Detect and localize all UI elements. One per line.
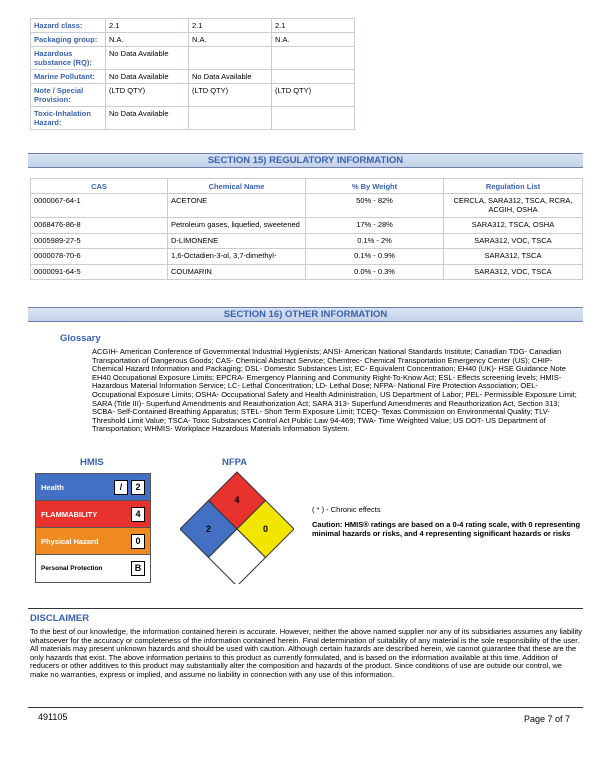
cell-value: N.A. [189,33,272,47]
row-label: Note / Special Provision: [31,84,106,107]
nfpa-health-value: 2 [205,524,212,534]
column-header-regulation: Regulation List [444,179,583,194]
weight-cell: 17% - 28% [306,218,444,234]
hmis-title: HMIS [80,457,104,468]
hmis-health-value: 2 [131,480,145,495]
cell-value [189,47,272,70]
nfpa-diamond [180,470,294,584]
table-row [31,264,583,280]
regulatory-table [30,178,583,280]
cell-value: N.A. [272,33,355,47]
weight-cell: 0.1% - 2% [306,233,444,249]
table-row [31,194,583,218]
chemical-name-cell: ACETONE [168,194,306,218]
table-row [31,233,583,249]
hmis-physical-label: Physical Hazard [41,536,99,546]
table-row [31,84,355,107]
row-label: Hazard class: [31,19,106,33]
divider [28,707,583,708]
hmis-health-label: Health [41,482,64,492]
section-15-header: SECTION 15) REGULATORY INFORMATION [28,153,583,168]
column-header-weight: % By Weight [306,179,444,194]
table-row [31,107,355,130]
chronic-note: ( * ) - Chronic effects [312,505,381,514]
hmis-label [35,473,151,583]
column-header-cas: CAS [31,179,168,194]
nfpa-title: NFPA [222,457,248,468]
hmis-health-row [36,474,150,501]
hmis-flammability-row [36,501,150,528]
weight-cell: 50% - 82% [306,194,444,218]
hmis-flammability-value: 4 [131,507,145,522]
table-row [31,249,583,265]
weight-cell: 0.0% - 0.3% [306,264,444,280]
cas-cell: 0068476-86-8 [31,218,168,234]
cell-value [272,70,355,84]
regulation-cell: SARA312, TSCA [444,249,583,265]
cell-value: No Data Available [106,70,189,84]
page-number: Page 7 of 7 [523,714,570,724]
table-row [31,218,583,234]
disclaimer-text: To the best of our knowledge, the information contained herein is accurate. However, neither the above named supplier nor any of its subsidiaries assumes any liability whatsoever for the accuracy or completeness of the information contained herein. Final determination of suitability of any material is the sole responsibility of the user. All materials may present unknown hazards and should be used with caution. Although certain hazards are described herein, we cannot guarantee that these are the only hazards that exist. The above information pertains to this product as currently formulated, and is based on the information available at this time. Addition of reducers or other additives to this product may substantially alter the composition and hazards of the product. Since conditions of use are outside our control, we make no warranties, express or implied, and assume no liability in connection with any use of this information. [30,627,582,679]
cell-value [189,107,272,130]
cas-cell: 0000067-64-1 [31,194,168,218]
regulation-cell: SARA312, TSCA, OSHA [444,218,583,234]
hmis-physical-value: 0 [131,534,145,549]
transport-table [30,18,355,130]
table-row [31,47,355,70]
glossary-title: Glossary [60,333,101,344]
cell-value: 2.1 [189,19,272,33]
cell-value: 2.1 [106,19,189,33]
regulation-cell: CERCLA, SARA312, TSCA, RCRA, ACGIH, OSHA [444,194,583,218]
column-header-chemical-name: Chemical Name [168,179,306,194]
table-row [31,33,355,47]
row-label: Toxic-Inhalation Hazard: [31,107,106,130]
weight-cell: 0.1% - 0.9% [306,249,444,265]
caution-note: Caution: HMIS® ratings are based on a 0-4 rating scale, with 0 representing minimal hazards or risks, and 4 representing significant hazards or risks [312,520,581,538]
chemical-name-cell: 1,6-Octadien-3-ol, 3,7-dimethyl- [168,249,306,265]
nfpa-instability-value: 0 [262,524,269,534]
nfpa-flammability-value: 4 [234,495,240,505]
hmis-protection-row [36,555,150,582]
regulation-cell: SARA312, VOC, TSCA [444,264,583,280]
divider [28,608,583,609]
hmis-protection-label: Personal Protection [41,565,103,572]
cell-value: No Data Available [106,107,189,130]
chemical-name-cell: D-LIMONENE [168,233,306,249]
cell-value: No Data Available [106,47,189,70]
row-label: Marine Pollutant: [31,70,106,84]
cell-value: (LTD QTY) [189,84,272,107]
glossary-text: ACGIH- American Conference of Governmental Industrial Hygienists; ANSI- American National Standards Institute; Canadian TDG- Canadian Transportation of Dangerous Goods; CAS- Chemical Abstract Service; Chemtrec- Chemical Transportation Emergency Center (US); CHIP- Chemical Hazard Information and Packaging; DSL- Domestic Substances List; EC- Equivalent Concentration; EH40 (UK)- HSE Guidance Note EH40 Occupational Exposure Limits; EPCRA- Emergency Planning and Community Right-To-Know Act; ESL- Effects screening levels; HMIS- Hazardous Material Information Service; LC- Lethal Concentration; LD- Lethal Dose; NFPA- National Fire Protection Association; OEL- Occupational Exposure Limits; OSHA- Occupational Safety and Health Administration, US Department of Labor; PEL- Permissible Exposure Limit; SARA (Title III)- Superfund Amendments and Reauthorization Act; SARA 313- Superfund Amendments and Reauthorization Act, Section 313; SCBA- Self-Contained Breathing Apparatus; STEL- Short Term Exposure Limit; TCEQ- Texas Commission on Environmental Quality; TLV- Threshold Limit Value; TSCA- Toxic Substances Control Act Public Law 94-469; TWA- Time Weighted Value; US DOT- US Department of Transportation; WHMIS- Workplace Hazardous Materials Information System. [92,347,577,434]
row-label: Hazardous substance (RQ): [31,47,106,70]
cas-cell: 0005989-27-5 [31,233,168,249]
hmis-health-chronic: / [114,480,128,495]
hmis-physical-row [36,528,150,555]
table-row [31,19,355,33]
chemical-name-cell: Petroleum gases, liquefied, sweetened [168,218,306,234]
section-16-header: SECTION 16) OTHER INFORMATION [28,307,583,322]
hmis-flammability-label: FLAMMABILITY [41,509,98,519]
cell-value: No Data Available [189,70,272,84]
table-row [31,70,355,84]
document-id: 491105 [38,712,68,722]
hmis-protection-value: B [131,561,145,576]
cas-cell: 0000078-70-6 [31,249,168,265]
cell-value: N.A. [106,33,189,47]
cell-value: (LTD QTY) [106,84,189,107]
table-header-row [31,179,583,194]
cell-value: 2.1 [272,19,355,33]
chemical-name-cell: COUMARIN [168,264,306,280]
row-label: Packaging group: [31,33,106,47]
cas-cell: 0000091-64-5 [31,264,168,280]
disclaimer-title: DISCLAIMER [30,613,90,624]
cell-value [272,47,355,70]
regulation-cell: SARA312, VOC, TSCA [444,233,583,249]
cell-value [272,107,355,130]
cell-value: (LTD QTY) [272,84,355,107]
